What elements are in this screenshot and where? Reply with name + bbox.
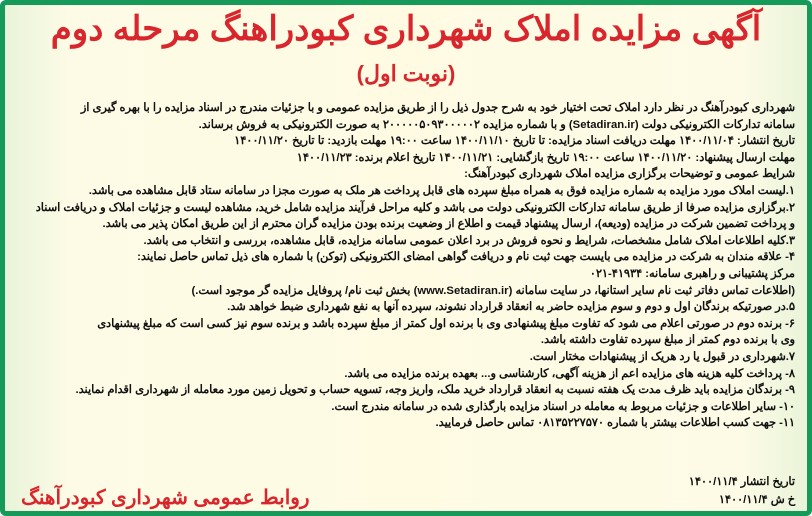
intro-line: مهلت ارسال پیشنهاد: ۱۴۰۰/۱۱/۲۰ ساعت ۱۹:۰۰ تاریخ بازگشایی: ۱۴۰۰/۱۱/۲۱ تاریخ اعلام برنده: ۱۴۰۰/۱۱/۲۳	[296, 151, 795, 164]
condition-line: ۸- پرداخت کلیه هزینه های مزایده اعم از هزینه آگهی، کارشناسی و... بعهده برنده مزایده می باشد.	[344, 367, 795, 380]
intro-line: سامانه تدارکات الکترونیکی دولت (Setadiran.ir) و با شماره مزایده ۲۰۰۰۰۰۵۰۹۳۰۰۰۰۰۲ به صورت الکترونیکی به فروش برساند.	[198, 118, 795, 131]
condition-line: ۱.لیست املاک مورد مزایده به شماره مزایده فوق به همراه مبلغ سپرده های قابل پرداخت هر ملک به صورت مجزا در سامانه ستاد قابل مشاهده می باشد.	[88, 184, 795, 197]
intro-line: شهرداری کبودرآهنگ در نظر دارد املاک تحت اختیار خود به شرح جدول ذیل را از طریق مزایده عمومی و با جزئیات مندرج در اسناد مزایده را با بهره گیری از	[80, 102, 795, 114]
conditions-heading: شرایط عمومی و توضیحات برگزاری مزایده املاک شهرداری کبودرآهنگ:	[464, 168, 795, 181]
intro-line: تاریخ انتشار: ۱۴۰۰/۱۱/۰۴ مهلت دریافت اسناد مزایده: تا تاریخ ۱۴۰۰/۱۱/۱۰ ساعت ۱۹:۰۰ مهلت بازدید: تا تاریخ ۱۴۰۰/۱۱/۲۰	[234, 135, 795, 148]
publish-date: تاریخ انتشار ۱۴۰۰/۱۱/۴	[688, 476, 795, 488]
condition-line: وی با برنده دوم کمتر از مبلغ سپرده تفاوت داشته باشد.	[540, 334, 795, 347]
condition-line: ۶- برنده دوم در صورتی اعلام می شود که تفاوت مبلغ پیشنهادی وی با برنده اول کمتر از مبلغ سپرده باشد و برنده سوم نیز کسی است که مبلغ پیشنهادی	[97, 317, 795, 330]
condition-line: ۵.در صورتیکه برندگان اول و دوم و سوم مزایده حاضر به انعقاد قرارداد نشوند، سپرده آنها به نفع شهرداری ضبط خواهد شد.	[227, 301, 795, 314]
condition-line: ۹- برندگان مزایده باید ظرف مدت یک هفته نسبت به انعقاد قرارداد خرید ملک، واریز وجه، تسویه حساب و تحویل زمین مورد معامله از شهرداری اقدام نمایند.	[75, 384, 795, 397]
ad-code: خ ش ۱۴۰۰/۱۱/۴	[718, 494, 795, 506]
condition-line: ۳.کلیه اطلاعات املاک شامل مشخصات، شرایط و نحوه فروش در برد اعلان عمومی سامانه مزایده، قابل مشاهده، بررسی و انتخاب می باشد.	[143, 234, 795, 247]
condition-line: ۴- علاقه مندان به شرکت در مزایده می بایست جهت ثبت نام و دریافت گواهی امضای الکترونیکی (توکن) با شماره های ذیل تماس حاصل نمایند:	[137, 251, 795, 264]
footer-dates	[689, 473, 795, 509]
condition-line: ۲.برگزاری مزایده صرفا از طریق سامانه تدارکات الکترونیکی دولت می باشد و کلیه مراحل فرآیند مزایده شامل خرید، مشاهده لیست و جزئیات املاک و دریافت اسناد	[35, 201, 795, 214]
condition-line: ۱۰- سایر اطلاعات و جزئیات مربوط به معامله در اسناد مزایده بارگذاری شده در سامانه مندرج است.	[331, 400, 795, 413]
ad-subtitle: (نوبت اول)	[356, 61, 456, 86]
signature: روابط عمومی شهرداری کبودرآهنگ	[21, 487, 310, 509]
ad-title: آگهی مزایده املاک شهرداری کبودراهنگ مرحله دوم	[50, 10, 762, 48]
ad-body	[15, 100, 795, 432]
condition-line: (اطلاعات تماس دفاتر ثبت نام سایر استانها، در سایت سامانه (www.Setadiran.ir) بخش ثبت نام/ پروفایل مزایده گر موجود است.)	[191, 284, 795, 297]
condition-line: ۱۱- جهت کسب اطلاعات بیشتر با شماره ۰۸۱۳۵۲۲۷۵۷۰ تماس حاصل فرمایید.	[435, 417, 795, 430]
condition-line: مرکز پشتیبانی و راهبری سامانه: ۴۱۹۳۴-۰۲۱	[589, 267, 795, 280]
condition-line: و پرداخت تضمین شرکت در مزایده (ودیعه)، ارسال پیشنهاد قیمت و اطلاع از وضعیت برنده بودن مزایده گران محترم از این طریق امکان پذیر می باشد.	[102, 218, 795, 231]
condition-line: ۷.شهرداری در قبول یا رد هریک از پیشنهادات مختار است.	[529, 350, 795, 363]
